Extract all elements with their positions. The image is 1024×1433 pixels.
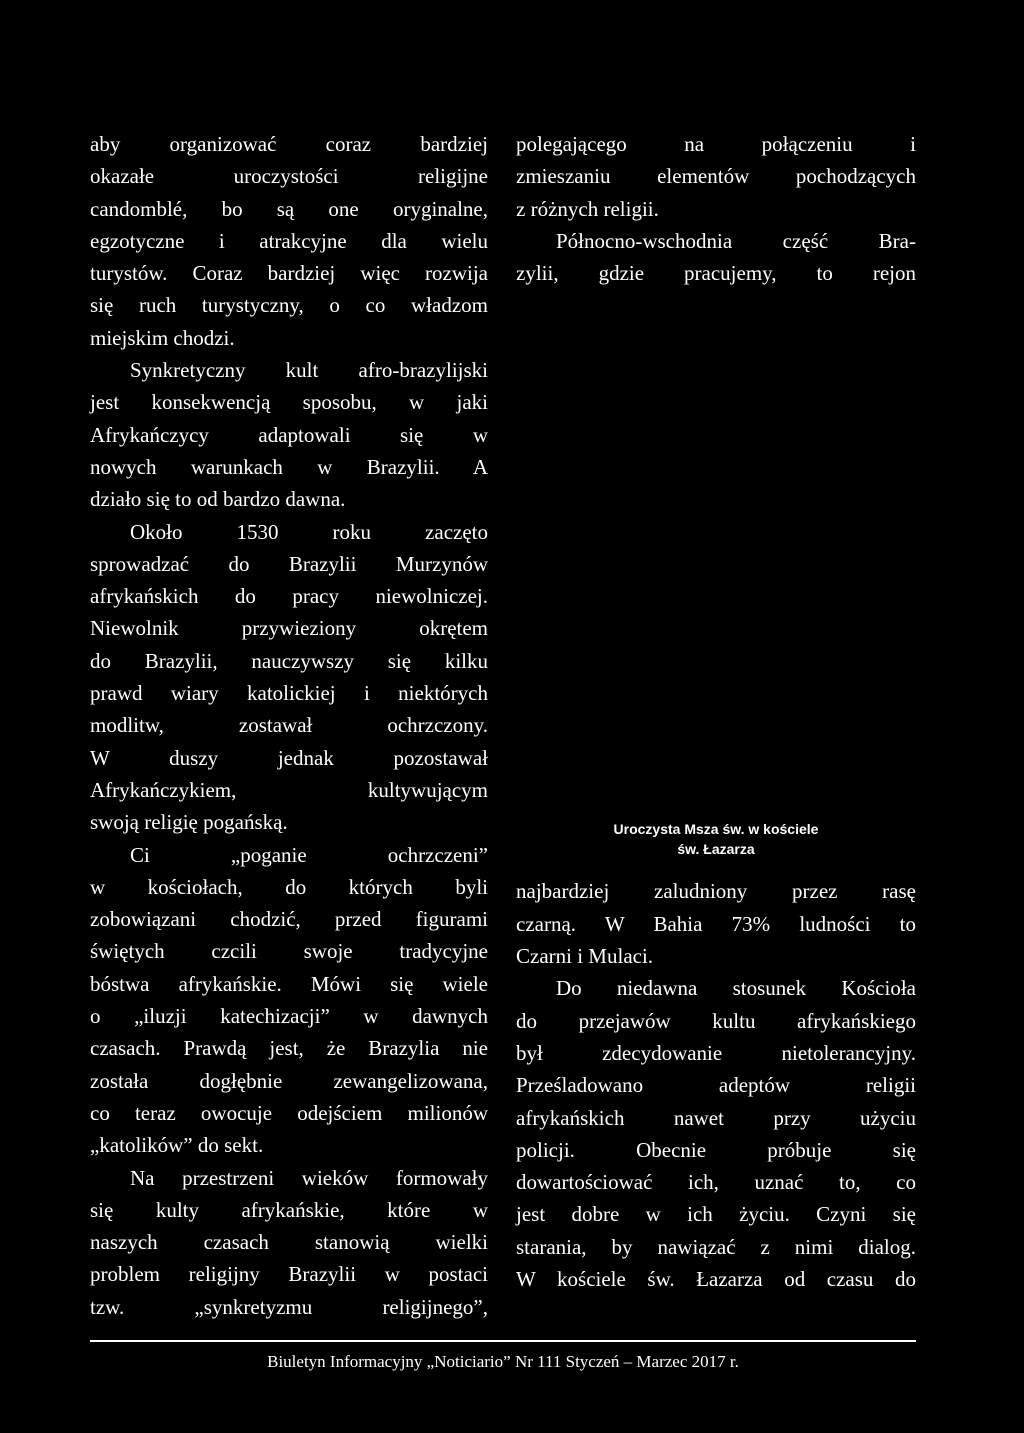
- text-line: Na przestrzeni wieków formowały: [130, 1165, 488, 1190]
- text-line: świętych czcili swoje tradycyjne: [90, 939, 488, 964]
- text-line: czarną. W Bahia 73% ludności to: [516, 911, 916, 936]
- text-line: jest konsekwencją sposobu, w jaki: [90, 390, 488, 415]
- text-line: Prześladowano adeptów religii: [516, 1073, 916, 1098]
- text-line: starania, by nawiązać z nimi dialog.: [516, 1234, 916, 1259]
- text-line: polegającego na połączeniu i: [516, 132, 916, 156]
- text-line: zylii, gdzie pracujemy, to rejon: [516, 261, 916, 286]
- text-line: nowych warunkach w Brazylii. A: [90, 454, 488, 479]
- text-line: Afrykańczycy adaptowali się w: [90, 422, 488, 447]
- footer-divider: [90, 1340, 916, 1342]
- text-line: Około 1530 roku zaczęto: [130, 519, 488, 544]
- text-line: egzotyczne i atrakcyjne dla wielu: [90, 228, 488, 253]
- text-line: dowartościować ich, uznać to, co: [516, 1170, 916, 1195]
- text-line: prawd wiary katolickiej i niektórych: [90, 681, 488, 706]
- caption-line: św. Łazarza: [677, 841, 755, 858]
- caption-line: Uroczysta Msza św. w kościele: [613, 821, 819, 838]
- text-line: co teraz owocuje odejściem milionów: [90, 1100, 488, 1125]
- text-line: czasach. Prawdą jest, że Brazylia nie: [90, 1036, 488, 1061]
- text-line: naszych czasach stanowią wielki: [90, 1230, 488, 1255]
- text-line: z różnych religii.: [516, 196, 659, 221]
- text-line: Północno-wschodnia część Bra-: [556, 228, 916, 253]
- text-line: Synkretyczny kult afro-brazylijski: [130, 358, 488, 383]
- text-line: się ruch turystyczny, o co władzom: [90, 293, 488, 318]
- text-line: do Brazylii, nauczywszy się kilku: [90, 648, 488, 673]
- text-line: się kulty afrykańskie, które w: [90, 1197, 488, 1222]
- text-line: W duszy jednak pozostawał: [90, 745, 488, 770]
- text-line: zobowiązani chodzić, przed figurami: [90, 907, 488, 932]
- text-line: do przejawów kultu afrykańskiego: [516, 1008, 916, 1033]
- text-line: swoją religię pogańską.: [90, 810, 288, 835]
- text-line: aby organizować coraz bardziej: [90, 132, 488, 156]
- text-line: okazałe uroczystości religijne: [90, 164, 488, 189]
- text-line: najbardziej zaludniony przez rasę: [516, 879, 916, 904]
- text-line: candomblé, bo są one oryginalne,: [90, 196, 488, 221]
- text-line: o „iluzji katechizacji” w dawnych: [90, 1004, 488, 1029]
- text-line: sprowadzać do Brazylii Murzynów: [90, 551, 488, 576]
- text-line: modlitw, zostawał ochrzczony.: [90, 713, 488, 738]
- text-line: Do niedawna stosunek Kościoła: [556, 976, 916, 1001]
- text-line: miejskim chodzi.: [90, 325, 235, 350]
- text-line: Czarni i Mulaci.: [516, 944, 654, 969]
- text-line: została dogłębnie zewangelizowana,: [90, 1068, 488, 1093]
- text-line: zmieszaniu elementów pochodzących: [516, 164, 916, 189]
- text-line: W kościele św. Łazarza od czasu do: [516, 1267, 916, 1292]
- text-line: Afrykańczykiem, kultywującym: [90, 777, 488, 802]
- text-line: „katolików” do sekt.: [90, 1133, 264, 1158]
- text-line: w kościołach, do których byli: [90, 874, 488, 899]
- left-column: [90, 128, 488, 1323]
- text-line: działo się to od bardzo dawna.: [90, 487, 346, 512]
- photo-placeholder: [516, 289, 916, 819]
- text-line: Ci „poganie ochrzczeni”: [130, 842, 488, 867]
- text-line: afrykańskich do pracy niewolniczej.: [90, 584, 488, 609]
- right-column: [516, 128, 916, 1295]
- text-line: był zdecydowanie nietolerancyjny.: [516, 1040, 916, 1065]
- text-line: problem religijny Brazylii w postaci: [90, 1262, 488, 1287]
- text-line: bóstwa afrykańskie. Mówi się wiele: [90, 971, 488, 996]
- text-line: jest dobre w ich życiu. Czyni się: [516, 1202, 916, 1227]
- text-line: policji. Obecnie próbuje się: [516, 1137, 916, 1162]
- page-footer: Biuletyn Informacyjny „Noticiario” Nr 111 Styczeń – Marzec 2017 r.: [267, 1352, 739, 1371]
- photo-caption: [516, 819, 916, 859]
- text-line: Niewolnik przywieziony okrętem: [90, 616, 488, 641]
- text-line: afrykańskich nawet przy użyciu: [516, 1105, 916, 1130]
- text-line: turystów. Coraz bardziej więc rozwija: [90, 261, 488, 286]
- text-line: tzw. „synkretyzmu religijnego”,: [90, 1294, 488, 1319]
